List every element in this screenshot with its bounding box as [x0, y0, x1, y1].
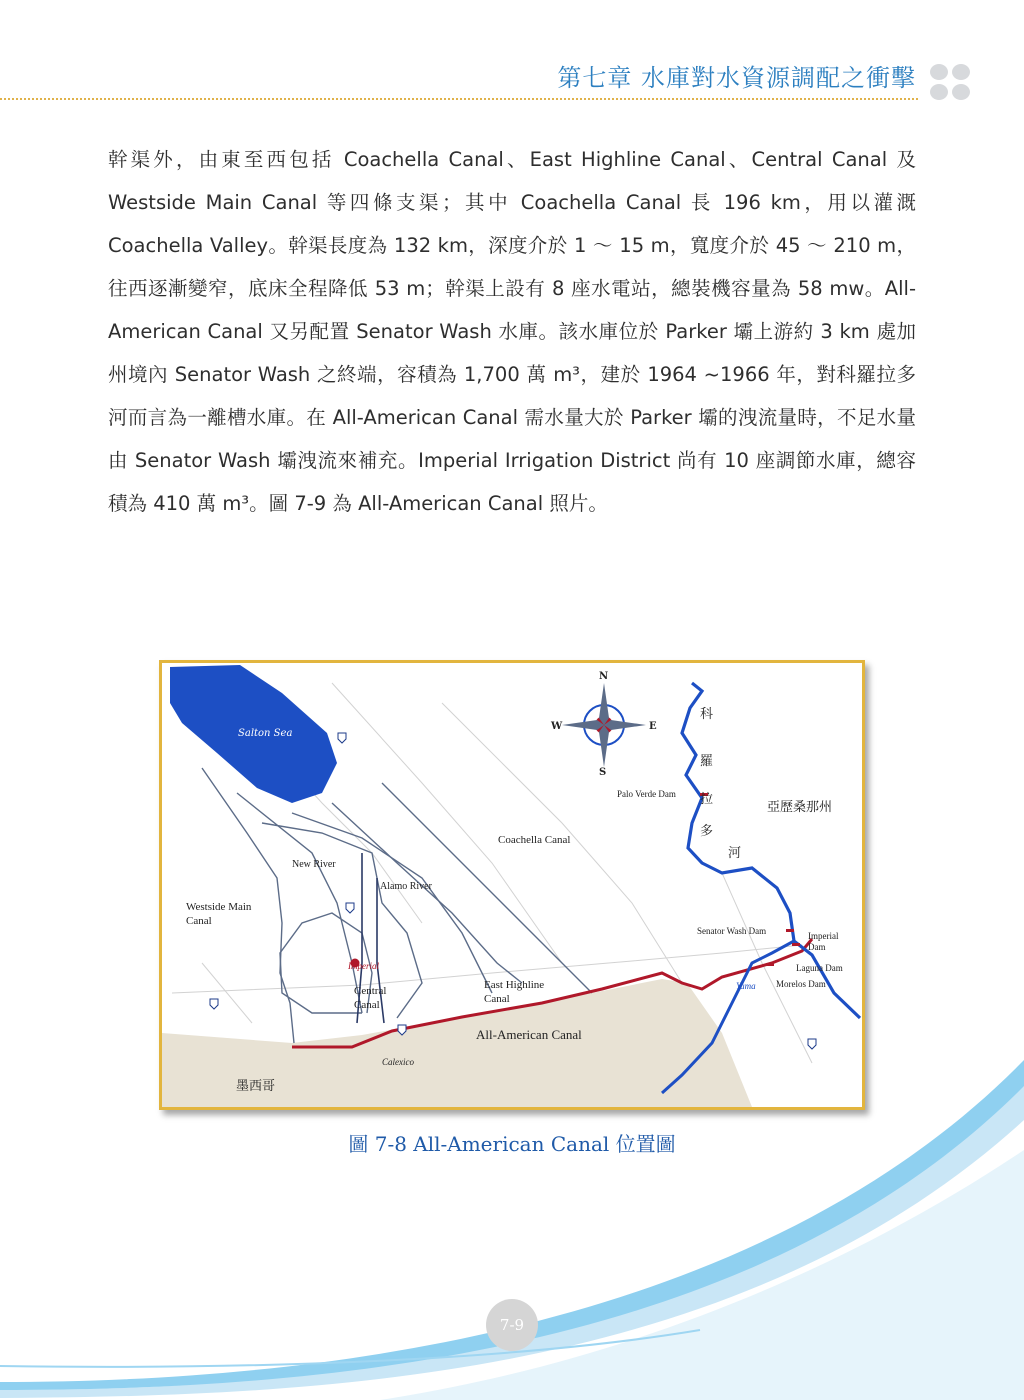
new-river-label: New River	[292, 859, 336, 870]
header-dots-decoration	[930, 64, 972, 102]
river-char-1: 科	[700, 707, 714, 722]
canal-location-map	[162, 663, 862, 1107]
body-text	[108, 138, 916, 525]
all-american-canal-label: All-American Canal	[476, 1027, 582, 1042]
compass-rose	[562, 683, 646, 767]
river-char-3: 拉	[700, 792, 714, 807]
canal-lines	[202, 768, 592, 1043]
compass-west-label: W	[551, 721, 563, 732]
westside-main-canal-label-2: Canal	[186, 915, 212, 927]
central-canal-label-2: Canal	[354, 999, 380, 1011]
body-paragraph: 幹渠外，由東至西包括 Coachella Canal、East Highline Canal、Central Canal 及 Westside Main Canal 等四條支渠；其中 Coachella Canal 長 196 km，用以灌溉 Coachella Valley。幹渠長度為 132 km，深度介於 1 ～ 15 m，寬度介於 45 ～ 210 m，往西逐漸變窄，底床全程降低 53 m；幹渠上設有 8 座水電站，總裝機容量為 58 mw。All-American Canal 又另配置 Senator Wash 水庫。該水庫位於 Parker 壩上游約 3 km 處加州境內 Senator Wash 之終端，容積為 1,700 萬 m³，建於 1964 ~1966 年，對科羅拉多河而言為一離槽水庫。在 All-American Canal 需水量大於 Parker 壩的洩流量時，不足水量由 Senator Wash 壩洩流來補充。Imperial Irrigation District 尚有 10 座調節水庫，總容積為 410 萬 m³。圖 7-9 為 All-American Canal 照片。	[108, 148, 916, 515]
header-divider	[0, 98, 918, 100]
figure-caption: 圖 7-8 All-American Canal 位置圖	[348, 1132, 676, 1156]
chapter-title: 第七章 水庫對水資源調配之衝擊	[557, 64, 916, 92]
morelos-dam-label: Morelos Dam	[776, 979, 826, 989]
rivers-inland	[357, 853, 384, 1023]
calexico-label: Calexico	[382, 1057, 414, 1067]
senator-wash-dam-label: Senator Wash Dam	[697, 926, 767, 936]
river-char-4: 多	[700, 824, 714, 839]
compass-south-label: S	[599, 767, 607, 778]
laguna-dam-label: Laguna Dam	[796, 963, 843, 973]
salton-sea-label: Salton Sea	[238, 728, 293, 739]
central-canal-label-1: Central	[354, 985, 387, 997]
yuma-label: Yuma	[736, 981, 756, 991]
arizona-label: 亞歷桑那州	[767, 800, 833, 815]
river-char-2: 羅	[700, 754, 714, 769]
dam-markers	[700, 793, 800, 966]
palo-verde-dam-label: Palo Verde Dam	[617, 789, 676, 799]
coachella-canal-label: Coachella Canal	[498, 834, 571, 846]
westside-main-canal-label-1: Westside Main	[186, 901, 252, 913]
alamo-river-label: Alamo River	[380, 881, 432, 892]
east-highline-canal-label-2: Canal	[484, 993, 510, 1005]
compass-east-label: E	[649, 721, 657, 732]
figure-map	[159, 660, 865, 1110]
imperial-label: Imperial	[348, 961, 379, 971]
river-char-5: 河	[728, 846, 742, 861]
imperial-dam-label-2: Dam	[808, 942, 826, 952]
page-number: 7-9	[486, 1299, 538, 1351]
east-highline-canal-label-1: East Highline	[484, 979, 545, 991]
mexico-label: 墨西哥	[236, 1079, 276, 1094]
compass-north-label: N	[599, 671, 609, 682]
imperial-dam-label-1: Imperial	[808, 931, 839, 941]
